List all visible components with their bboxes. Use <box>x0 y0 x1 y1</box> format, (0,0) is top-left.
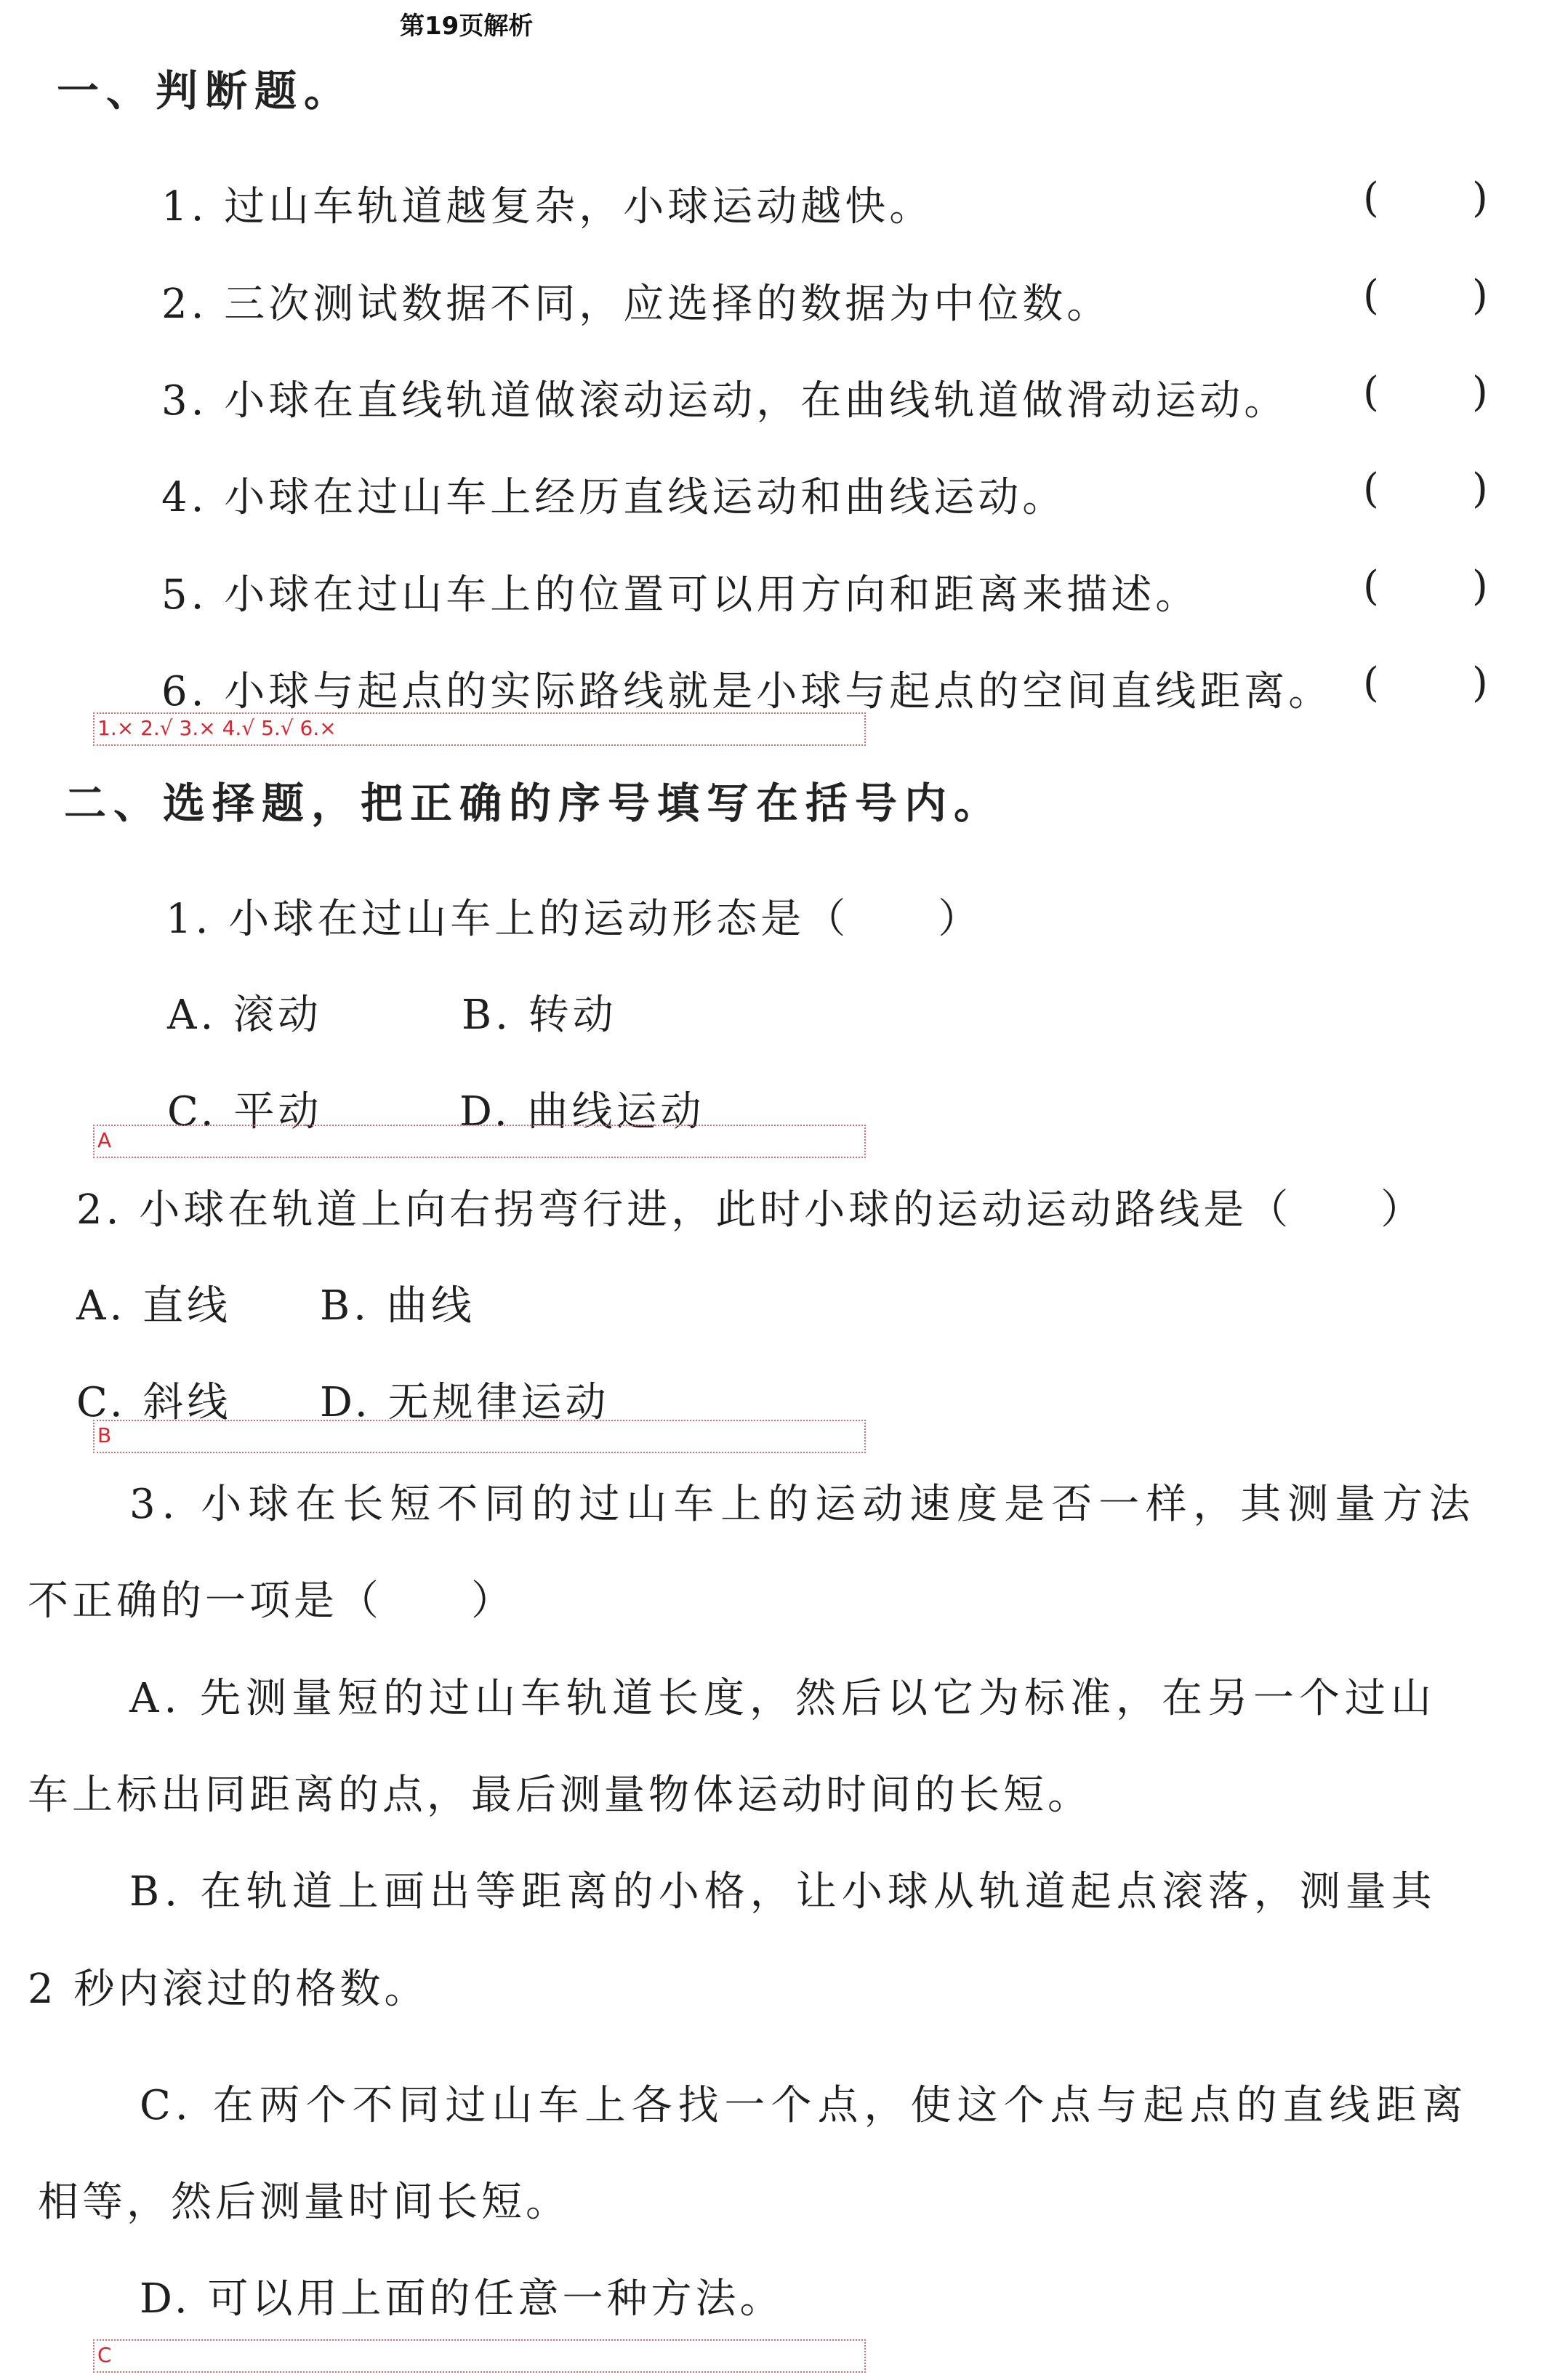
q1-stem: 1. 小球在过山车上的运动形态是（ ） <box>166 896 983 943</box>
q3-option-d: D. 可以用上面的任意一种方法。 <box>140 2275 784 2323</box>
q2-option-a: A. 直线 <box>76 1282 232 1330</box>
q1-option-a: A. 滚动 <box>167 992 323 1039</box>
left-paren: ( <box>1363 174 1379 222</box>
right-paren: ) <box>1472 272 1488 319</box>
judge-item-2: 2. 三次测试数据不同，应选择的数据为中位数。 <box>161 281 1111 328</box>
q3-option-c-line1: C. 在两个不同过山车上各找一个点，使这个点与起点的直线距离 <box>140 2082 1469 2129</box>
left-paren: ( <box>1363 465 1379 512</box>
judge-item-1: 1. 过山车轨道越复杂，小球运动越快。 <box>161 183 934 230</box>
answer-box-q3: C <box>93 2339 866 2373</box>
q3-option-b-line1: B. 在轨道上画出等距离的小格，让小球从轨道起点滚落，测量其 <box>129 1868 1437 1915</box>
answer-box-section1: 1.× 2.√ 3.× 4.√ 5.√ 6.× <box>93 712 866 746</box>
q3-option-c-line2: 相等，然后测量时间长短。 <box>38 2179 570 2226</box>
q3-option-a-line1: A. 先测量短的过山车轨道长度，然后以它为标准，在另一个过山 <box>129 1675 1437 1722</box>
answer-box-q2: B <box>93 1420 866 1453</box>
judge-item-6: 6. 小球与起点的实际路线就是小球与起点的空间直线距离。 <box>161 668 1333 715</box>
q1-option-b: B. 转动 <box>462 992 617 1039</box>
answer-paren-6 <box>1363 659 1488 707</box>
judge-item-3: 3. 小球在直线轨道做滚动运动，在曲线轨道做滑动运动。 <box>161 377 1289 425</box>
right-paren: ) <box>1472 174 1488 222</box>
answer-paren-3 <box>1363 369 1488 416</box>
right-paren: ) <box>1472 563 1488 610</box>
q1-option-c: C. 平动 <box>167 1088 323 1135</box>
right-paren: ) <box>1472 659 1488 707</box>
answer-paren-5 <box>1363 563 1488 610</box>
q1-option-d: D. 曲线运动 <box>459 1088 705 1135</box>
section2-title: 二、选择题，把正确的序号填写在括号内。 <box>64 779 1004 828</box>
answer-paren-4 <box>1363 465 1488 512</box>
q2-option-d: D. 无规律运动 <box>320 1379 610 1426</box>
q3-option-a-line2: 车上标出同距离的点，最后测量物体运动时间的长短。 <box>28 1772 1092 1819</box>
answer-box-q1: A <box>93 1125 866 1158</box>
left-paren: ( <box>1363 563 1379 610</box>
judge-item-5: 5. 小球在过山车上的位置可以用方向和距离来描述。 <box>161 571 1200 619</box>
q3-stem-line1: 3. 小球在长短不同的过山车上的运动速度是否一样，其测量方法 <box>129 1481 1477 1528</box>
q3-option-b-line2: 2 秒内滚过的格数。 <box>28 1966 429 2013</box>
right-paren: ) <box>1472 465 1488 512</box>
left-paren: ( <box>1363 369 1379 416</box>
q2-option-b: B. 曲线 <box>320 1282 475 1330</box>
q2-option-c: C. 斜线 <box>76 1379 232 1426</box>
answer-paren-1 <box>1363 174 1488 222</box>
answer-paren-2 <box>1363 272 1488 319</box>
left-paren: ( <box>1363 272 1379 319</box>
left-paren: ( <box>1363 659 1379 707</box>
q3-stem-line2: 不正确的一项是（ ） <box>28 1577 515 1625</box>
page-header: 第19页解析 <box>400 12 534 41</box>
q2-stem: 2. 小球在轨道上向右拐弯行进，此时小球的运动运动路线是（ ） <box>76 1186 1426 1234</box>
section1-title: 一、判断题。 <box>57 66 354 116</box>
judge-item-4: 4. 小球在过山车上经历直线运动和曲线运动。 <box>161 474 1067 521</box>
right-paren: ) <box>1472 369 1488 416</box>
